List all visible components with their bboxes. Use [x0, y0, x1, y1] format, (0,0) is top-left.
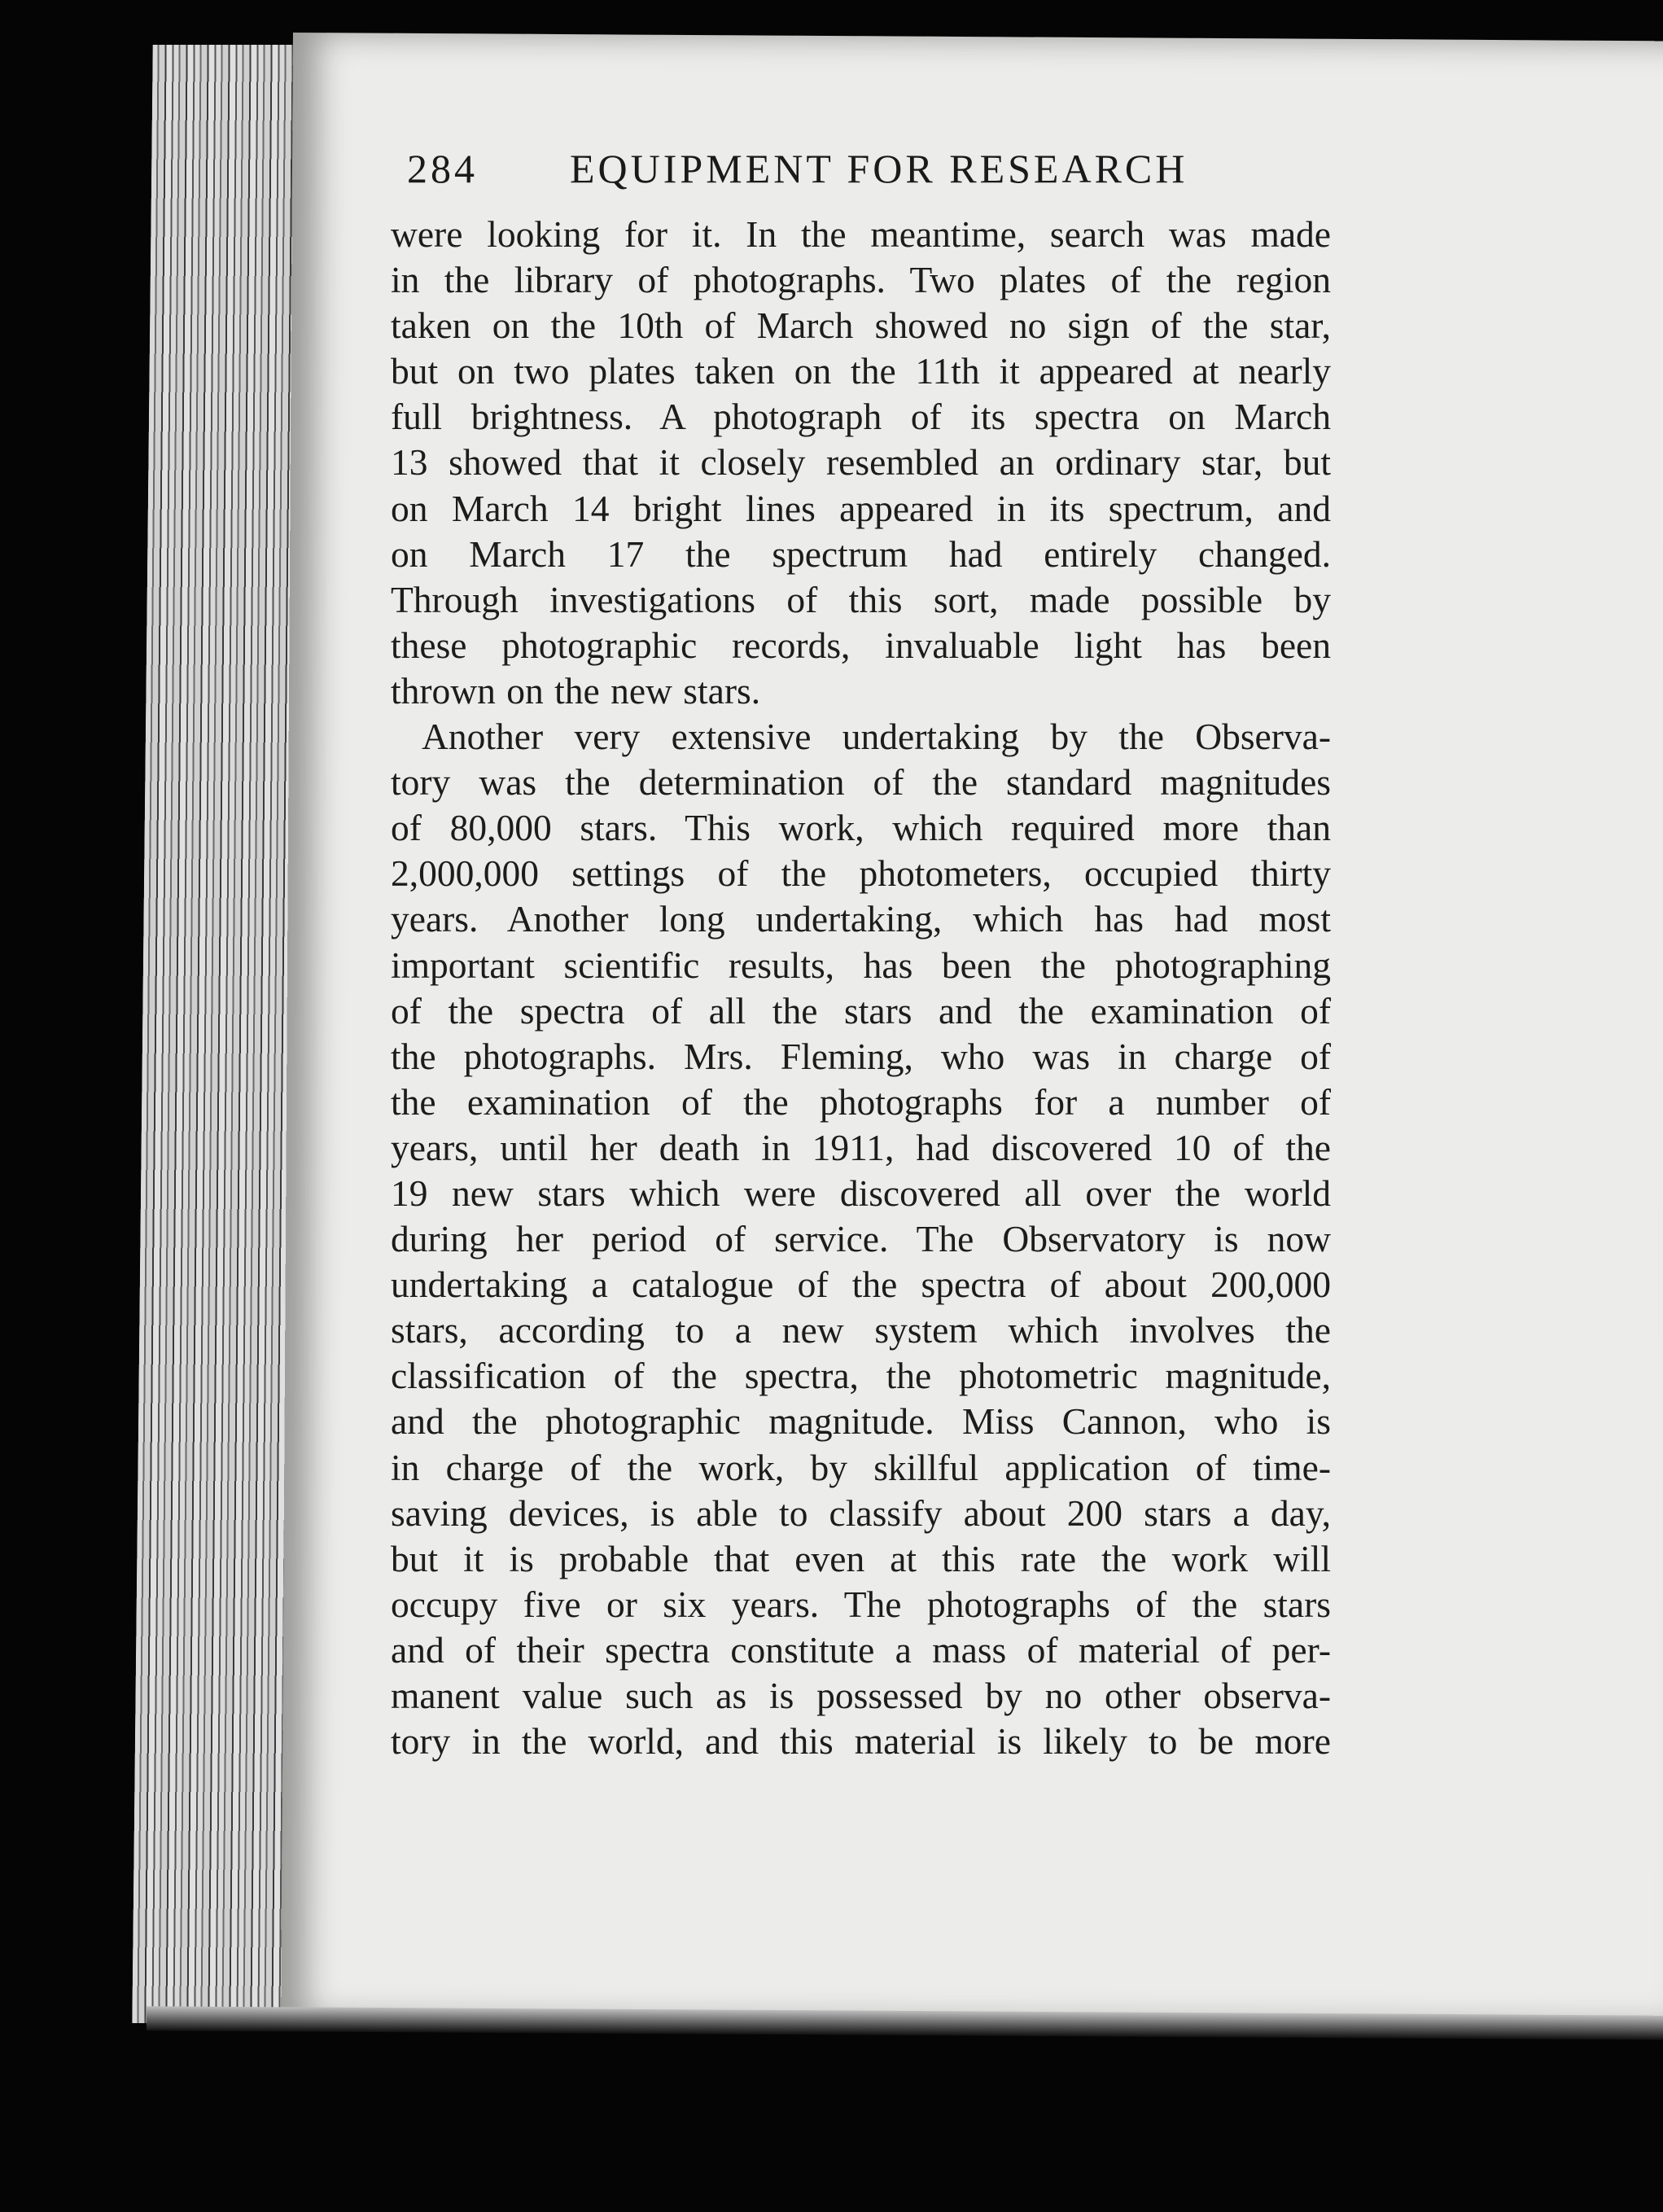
text-line: in the library of photographs. Two plates of the region [391, 259, 1331, 301]
text-line: Through investigations of this sort, made possible by [391, 578, 1331, 620]
text-line: taken on the 10th of March showed no sign of the star, [391, 304, 1331, 347]
text-line: classification of the spectra, the photometric magnitude, [391, 1355, 1331, 1397]
text-line: on March 14 bright lines appeared in its spectrum, and [391, 487, 1331, 529]
text-line: tory in the world, and this material is likely to be more [391, 1720, 1331, 1763]
text-line: 2,000,000 settings of the photometers, occupied thirty [391, 852, 1331, 895]
text-line: tory was the determination of the standard magnitudes [391, 761, 1331, 804]
text-line: but on two plates taken on the 11th it appeared at nearly [391, 350, 1331, 392]
text-line: important scientific results, has been the photographing [391, 944, 1331, 986]
page-number: 284 [407, 146, 478, 191]
text-line: manent value such as is possessed by no other observa- [391, 1675, 1331, 1716]
text-line: the examination of the photographs for a number of [391, 1080, 1331, 1123]
text-line: and of their spectra constitute a mass of material of per- [391, 1628, 1331, 1671]
text-line: these photographic records, invaluable light has been [391, 624, 1331, 666]
text-line: in charge of the work, by skillful application of time- [391, 1446, 1331, 1488]
running-title: EQUIPMENT FOR RESEARCH [570, 146, 1188, 191]
paragraph [391, 714, 1331, 1764]
text-line: full brightness. A photograph of its spectra on March [391, 396, 1331, 438]
text-line: stars, according to a new system which involves the [391, 1309, 1331, 1351]
paragraph [391, 212, 1331, 714]
text-line: saving devices, is able to classify about 200 stars a day, [391, 1491, 1331, 1534]
text-line: on March 17 the spectrum had entirely changed. [391, 532, 1331, 575]
text-line: the photographs. Mrs. Fleming, who was in charge of [391, 1035, 1331, 1077]
text-line: Another very extensive undertaking by the Observa- [422, 716, 1331, 758]
text-line: 13 showed that it closely resembled an ordinary star, but [391, 441, 1331, 484]
text-line: years. Another long undertaking, which has had most [391, 898, 1331, 940]
text-line: years, until her death in 1911, had discovered 10 of the [391, 1126, 1331, 1168]
text-line: during her period of service. The Observatory is now [391, 1218, 1331, 1260]
text-line: occupy five or six years. The photographs of the stars [391, 1583, 1331, 1625]
text-line: thrown on the new stars. [391, 669, 761, 712]
text-line: of 80,000 stars. This work, which required more than [391, 807, 1331, 849]
text-line: undertaking a catalogue of the spectra of about 200,000 [391, 1264, 1331, 1306]
text-line: 19 new stars which were discovered all over the world [391, 1172, 1331, 1214]
text-line: but it is probable that even at this rate the work will [391, 1537, 1331, 1579]
text-line: were looking for it. In the meantime, search was made [391, 213, 1331, 255]
text-line: and the photographic magnitude. Miss Cannon, who is [391, 1400, 1331, 1443]
body-text [391, 212, 1331, 1764]
text-line: of the spectra of all the stars and the examination of [391, 989, 1331, 1032]
running-header [407, 145, 1465, 192]
